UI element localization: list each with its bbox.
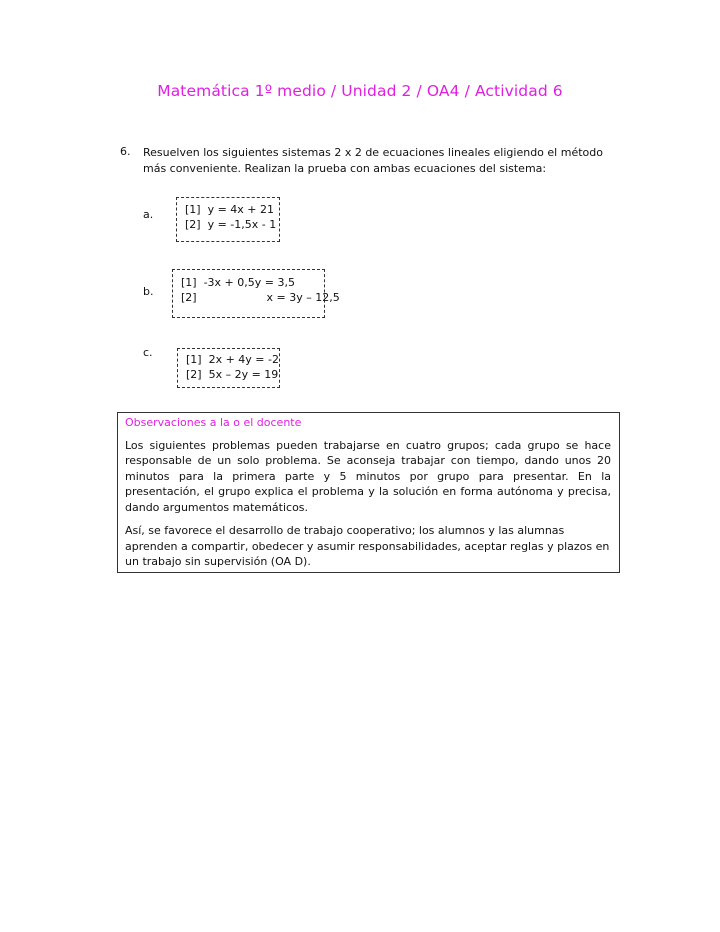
question-text: Resuelven los siguientes sistemas 2 x 2 de ecuaciones lineales eligiendo el método más conveniente. Realizan la prueba con ambas ecuaciones del sistema: xyxy=(143,146,603,175)
system-b-box xyxy=(172,269,340,318)
observations-title: Observaciones a la o el docente xyxy=(125,416,302,429)
system-b-equation-1: [1] -3x + 0,5y = 3,5 xyxy=(181,276,295,289)
question-number: 6. xyxy=(120,145,131,158)
system-a-equation-1: [1] y = 4x + 21 xyxy=(185,203,275,216)
observations-paragraph-2: Así, se favorece el desarrollo de trabajo cooperativo; los alumnos y las alumnas aprenden a compartir, obedecer y asumir responsabilidades, aceptar reglas y plazos en un trabajo sin supervisión (OA D). xyxy=(125,524,610,568)
system-a-label: a. xyxy=(143,208,154,221)
system-a-box xyxy=(176,197,280,242)
teacher-observations-box xyxy=(117,412,620,573)
system-b-equation-2: [2] x = 3y – 12,5 xyxy=(181,291,340,304)
system-b-label: b. xyxy=(143,285,154,298)
system-a-equation-2: [2] y = -1,5x - 1 xyxy=(185,218,277,231)
page-title: Matemática 1º medio / Unidad 2 / OA4 / Actividad 6 xyxy=(157,82,563,100)
system-c-equation-2: [2] 5x – 2y = 19 xyxy=(186,368,279,381)
system-c-box xyxy=(177,348,280,388)
system-c-label: c. xyxy=(143,346,153,359)
system-c-equation-1: [1] 2x + 4y = -2 xyxy=(186,353,279,366)
observations-paragraph-1: Los siguientes problemas pueden trabajarse en cuatro grupos; cada grupo se hace responsable de un solo problema. Se aconseja trabajar con tiempo, dando unos 20 minutos para la primera parte y 5 minutos por grupo para presentar. En la presentación, el grupo explica el problema y la solución en forma autónoma y precisa, dando argumentos matemáticos. xyxy=(125,438,611,514)
